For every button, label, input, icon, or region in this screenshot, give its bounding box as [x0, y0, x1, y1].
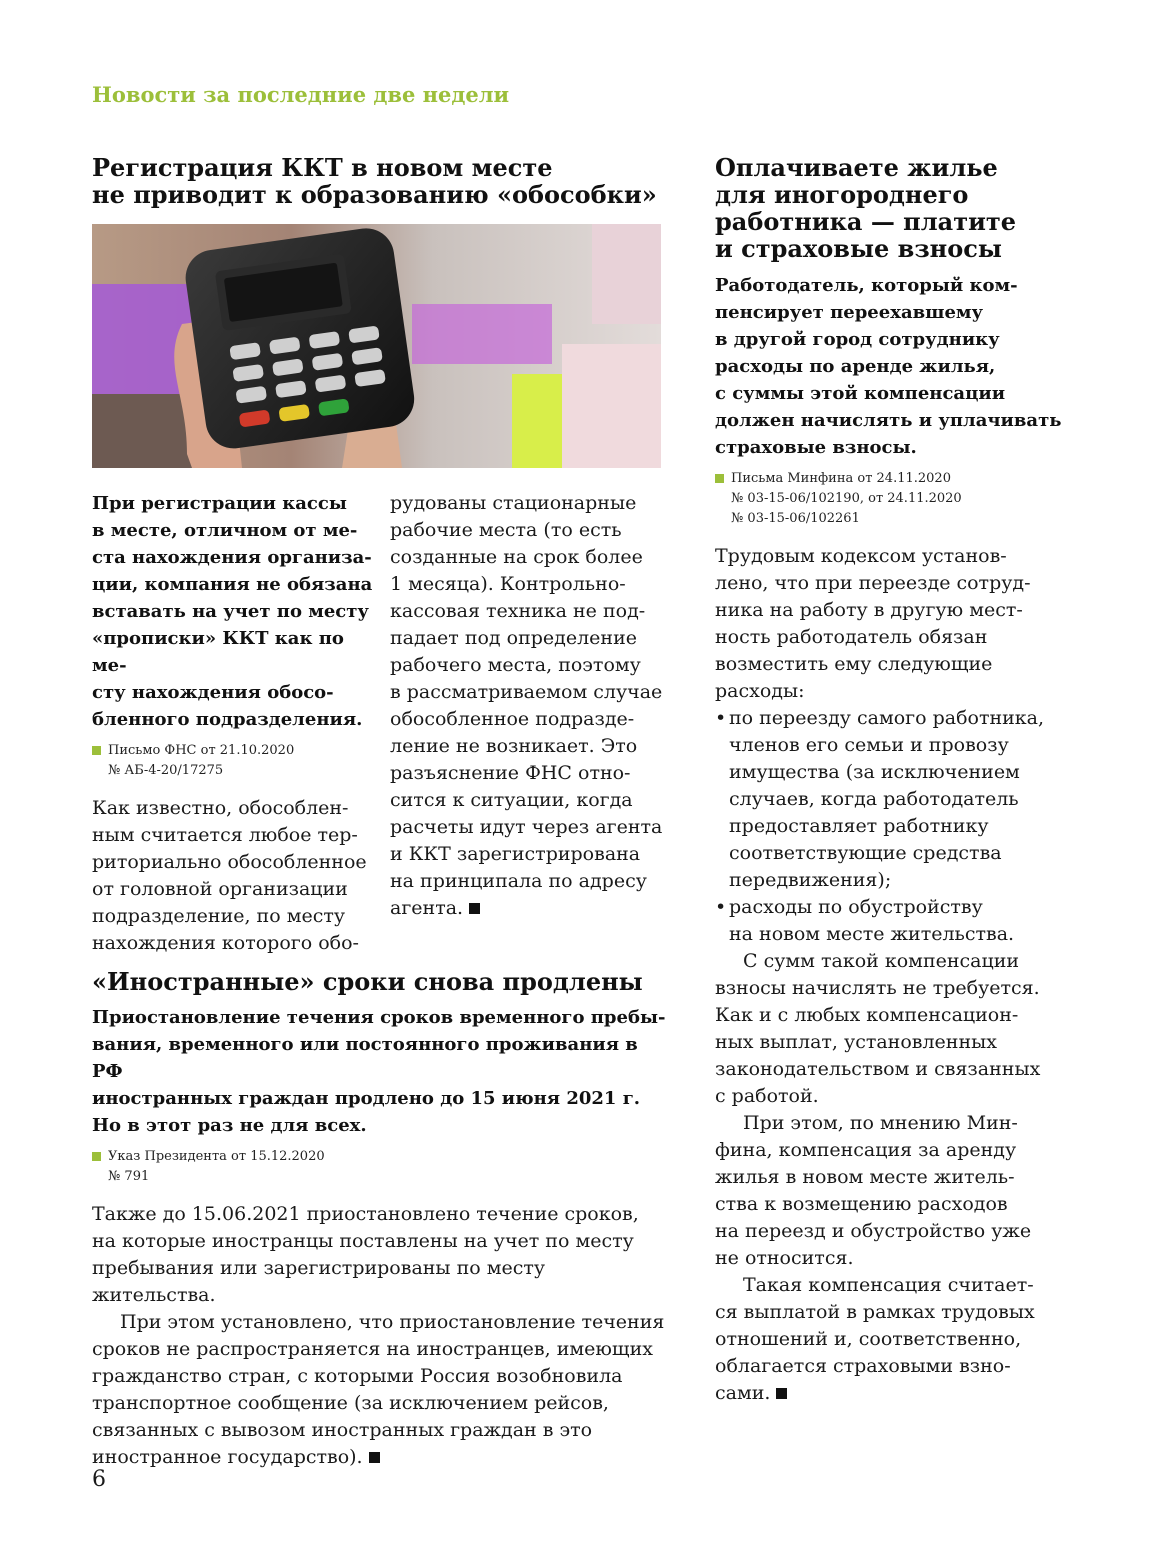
pos-terminal-illustration: [92, 224, 661, 468]
article3-para3: Такая компенсация считает- ся выплатой в рамках трудовых отношений и, соответственно, облагается страховыми взно- сами.: [715, 1274, 1035, 1404]
article1-col2-body: рудованы стационарные рабочие места (то есть созданные на срок более 1 месяца). Контрольно- кассовая техника не под- падает под определение рабочего места, поэтому в рассматриваемом случае обособленное подразде- ление не возникает. Это разъяснение ФНС отно- сится к ситуации, когда расчеты идут через агента и ККТ зарегистрирована на принципала по адресу агента.: [390, 492, 663, 919]
lead-line: в месте, отличном от ме-: [92, 520, 358, 541]
end-mark-icon: [369, 1452, 380, 1463]
article3-lead: Работодатель, который ком- пенсирует переехавшему в другой город сотруднику расходы по аренде жилья, с суммы этой компенсации должен начислять и уплачивать страховые взносы.: [715, 275, 1062, 458]
article2-para2: При этом установлено, что приостановление течения сроков не распространяется на иностранцев, имеющих гражданство стран, с которыми Россия возобновила транспортное сообщение (за исключением рейсов, связанных с вывозом иностранных граждан в это иностранное государство).: [92, 1311, 665, 1468]
article1-col1-body: Как известно, обособлен- ным считается любое тер- риториально обособленное от головной организации подразделение, по месту нахождения которого обо-: [92, 797, 367, 954]
lead-line: ции, компания не обязана: [92, 574, 373, 595]
lead-line: При регистрации кассы: [92, 493, 347, 514]
page-number: 6: [92, 1467, 106, 1492]
lead-line: вставать на учет по месту: [92, 601, 369, 622]
article1-source: Письмо ФНС от 21.10.2020 № АБ-4-20/17275: [92, 741, 377, 781]
lead-line: бленного подразделения.: [92, 709, 363, 730]
pos-terminal-photo: [92, 224, 661, 468]
lead-line: ста нахождения организа-: [92, 547, 372, 568]
article3-para1: С сумм такой компенсации взносы начислять не требуется. Как и с любых компенсацион- ных выплат, установленных законодательством и связанных с работой.: [715, 950, 1041, 1107]
article1-title-line2: не приводит к образованию «обособки»: [92, 180, 657, 209]
article1-title-line1: Регистрация ККТ в новом месте: [92, 153, 553, 182]
article2-lead: Приостановление течения сроков временного пребы- вания, временного или постоянного проживания в РФ иностранных граждан продлено до 15 июня 2021 г. Но в этот раз не для всех. Указ Президента от 15.12.2020 № 791 Также до 15.06.2021 приостановлено течение сроков, на которые иностранцы поставлены на учет по месту пребывания или зарегистрированы по месту жительства. При этом установлено, что приостановление течения сроков не распространяется на иностранцев, имеющих гражданство стран, с которыми Россия возобновила транспортное сообщение (за исключением рейсов, связанных с вывозом иностранных граждан в это иностранное государство).: [92, 1004, 672, 1471]
article3-para2: При этом, по мнению Мин- фина, компенсация за аренду жилья в новом месте житель- ства к возмещению расходов на переезд и обустройство уже не относится.: [715, 1112, 1032, 1269]
list-item: • расходы по обустройству на новом месте жительства.: [715, 894, 1115, 948]
article3-source: Письма Минфина от 24.11.2020 № 03-15-06/102190, от 24.11.2020 № 03-15-06/102261: [715, 469, 1115, 529]
article2-source: Указ Президента от 15.12.2020 № 791: [92, 1147, 672, 1187]
article1-title: [92, 154, 672, 208]
end-mark-icon: [469, 903, 480, 914]
article1-lead: [92, 490, 377, 957]
list-item: • по переезду самого работника, членов его семьи и провозу имущества (за исключением случаев, когда работодатель предоставляет работнику соответствующие средства передвижения);: [715, 705, 1115, 894]
article3-content: [715, 272, 1115, 1407]
lead-line: сту нахождения обосо-: [92, 682, 334, 703]
article2-title: «Иностранные» сроки снова продлены: [92, 967, 643, 996]
lead-line: «прописки» ККТ как по ме-: [92, 628, 344, 676]
article2-para1: Также до 15.06.2021 приостановлено течение сроков, на которые иностранцы поставлены на учет по месту пребывания или зарегистрированы по месту жительства.: [92, 1203, 639, 1306]
article3-title: Оплачиваете жилье для иногороднего работника — платите и страховые взносы: [715, 153, 1017, 263]
section-label: Новости за последние две недели: [92, 82, 510, 107]
article3-bullets: [715, 705, 1115, 948]
article3-intro: Трудовым кодексом установ- лено, что при переезде сотруд- ника на работу в другую мест- ность работодатель обязан возместить ему следующие расходы:: [715, 545, 1031, 702]
end-mark-icon: [776, 1388, 787, 1399]
